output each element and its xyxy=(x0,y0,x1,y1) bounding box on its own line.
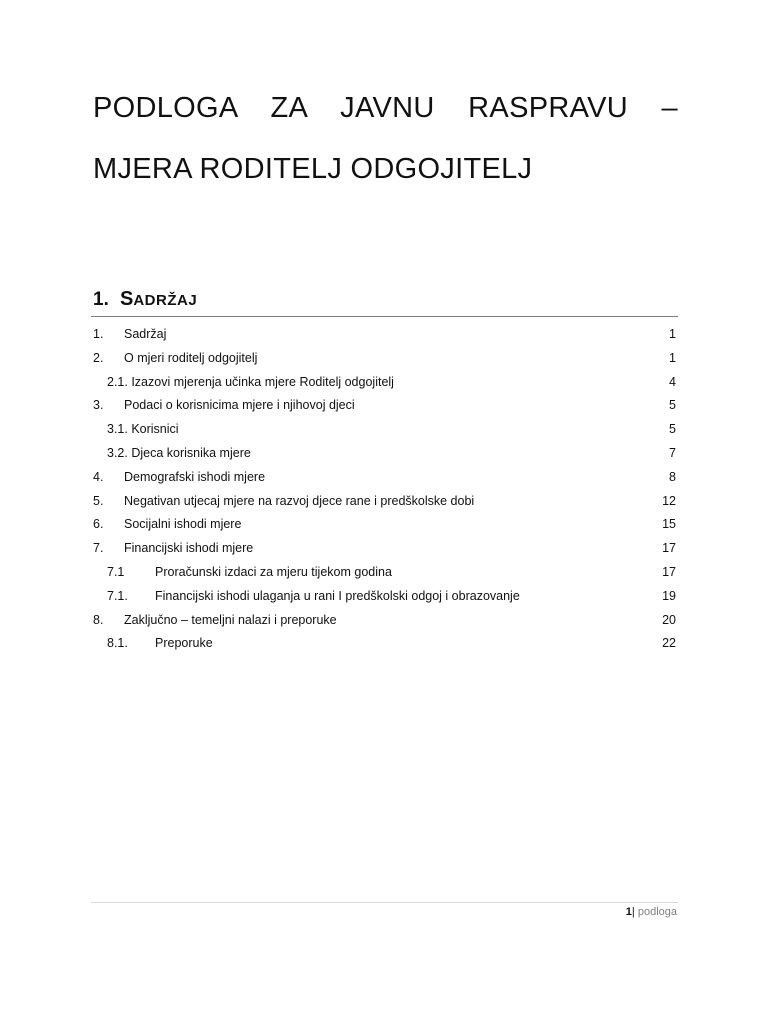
toc-heading-number: 1. xyxy=(93,289,109,310)
toc-entry-number: 8. xyxy=(93,612,104,627)
toc-entry-text: Negativan utjecaj mjere na razvoj djece rane i predškolske dobi xyxy=(124,493,475,508)
toc-entry-text: Preporuke xyxy=(155,636,213,651)
toc-entry-text: Sadržaj xyxy=(124,327,167,341)
toc-entry-number: 2. xyxy=(93,350,104,365)
toc-entry-page: 17 xyxy=(662,541,676,556)
page-footer xyxy=(626,906,677,918)
toc-entry[interactable] xyxy=(91,467,678,491)
toc-entry-page: 1 xyxy=(669,350,676,365)
toc-heading-rest: ADRŽAJ xyxy=(133,292,198,309)
toc-entry-number: 5. xyxy=(93,493,104,508)
footer-separator: | xyxy=(631,906,635,918)
toc-heading xyxy=(93,288,197,311)
toc-entry-text: 3.2. Djeca korisnika mjere xyxy=(107,445,251,460)
toc-heading-initial: S xyxy=(120,288,134,310)
toc-entry-text: Financijski ishodi ulaganja u rani I predškolski odgoj i obrazovanje xyxy=(155,588,520,603)
toc-entry[interactable] xyxy=(91,395,678,419)
toc-entry-page: 17 xyxy=(662,564,676,579)
toc-entry[interactable] xyxy=(91,443,678,467)
toc-entry[interactable] xyxy=(91,372,678,396)
toc-entry-text: Zaključno – temeljni nalazi i preporuke xyxy=(124,612,337,627)
toc-entry-page: 12 xyxy=(662,493,676,508)
toc-entry-page: 1 xyxy=(669,327,676,341)
table-of-contents xyxy=(91,324,678,657)
toc-entry-text: 2.1. Izazovi mjerenja učinka mjere Roditelj odgojitelj xyxy=(107,374,394,389)
toc-entry[interactable] xyxy=(91,348,678,372)
toc-entry[interactable] xyxy=(91,562,678,586)
toc-entry-page: 5 xyxy=(669,422,676,437)
footer-label: podloga xyxy=(637,906,677,918)
heading-divider xyxy=(91,316,678,317)
document-title-line-2: MJERA RODITELJ ODGOJITELJ xyxy=(93,153,533,185)
toc-entry-page: 4 xyxy=(669,374,676,389)
toc-entry-text: O mjeri roditelj odgojitelj xyxy=(124,350,258,365)
toc-entry-text: Demografski ishodi mjere xyxy=(124,469,266,484)
toc-entry-number: 4. xyxy=(93,469,104,484)
toc-entry-number: 6. xyxy=(93,517,104,532)
toc-entry-page: 22 xyxy=(662,636,676,651)
toc-entry-text: Socijalni ishodi mjere xyxy=(124,517,242,532)
toc-entry-number: 7.1. xyxy=(107,588,128,603)
toc-entry-number: 7.1 xyxy=(107,564,125,579)
toc-entry-page: 5 xyxy=(669,398,676,413)
toc-entry[interactable] xyxy=(91,419,678,443)
toc-entry-number: 7. xyxy=(93,541,104,556)
toc-entry[interactable] xyxy=(91,324,678,348)
toc-entry[interactable] xyxy=(91,538,678,562)
document-title-line-1: PODLOGA ZA JAVNU RASPRAVU – xyxy=(93,92,678,124)
toc-entry[interactable] xyxy=(91,610,678,634)
toc-entry-page: 20 xyxy=(662,612,676,627)
toc-entry-page: 15 xyxy=(662,517,676,532)
toc-entry-number: 1. xyxy=(93,327,104,341)
toc-entry-page: 7 xyxy=(669,445,676,460)
toc-entry-text: Proračunski izdaci za mjeru tijekom godina xyxy=(155,564,392,579)
footer-divider xyxy=(91,902,678,903)
toc-entry-text: Podaci o korisnicima mjere i njihovoj djeci xyxy=(124,398,355,413)
toc-entry[interactable] xyxy=(91,586,678,610)
toc-entry-page: 8 xyxy=(669,469,676,484)
footer-page-number: 1 xyxy=(625,906,632,918)
toc-entry-page: 19 xyxy=(662,588,676,603)
toc-entry[interactable] xyxy=(91,514,678,538)
toc-entry-text: Financijski ishodi mjere xyxy=(124,541,254,556)
toc-entry-number: 8.1. xyxy=(107,636,128,651)
toc-entry[interactable] xyxy=(91,633,678,657)
toc-entry[interactable] xyxy=(91,491,678,515)
toc-entry-text: 3.1. Korisnici xyxy=(107,422,179,437)
toc-entry-number: 3. xyxy=(93,398,104,413)
